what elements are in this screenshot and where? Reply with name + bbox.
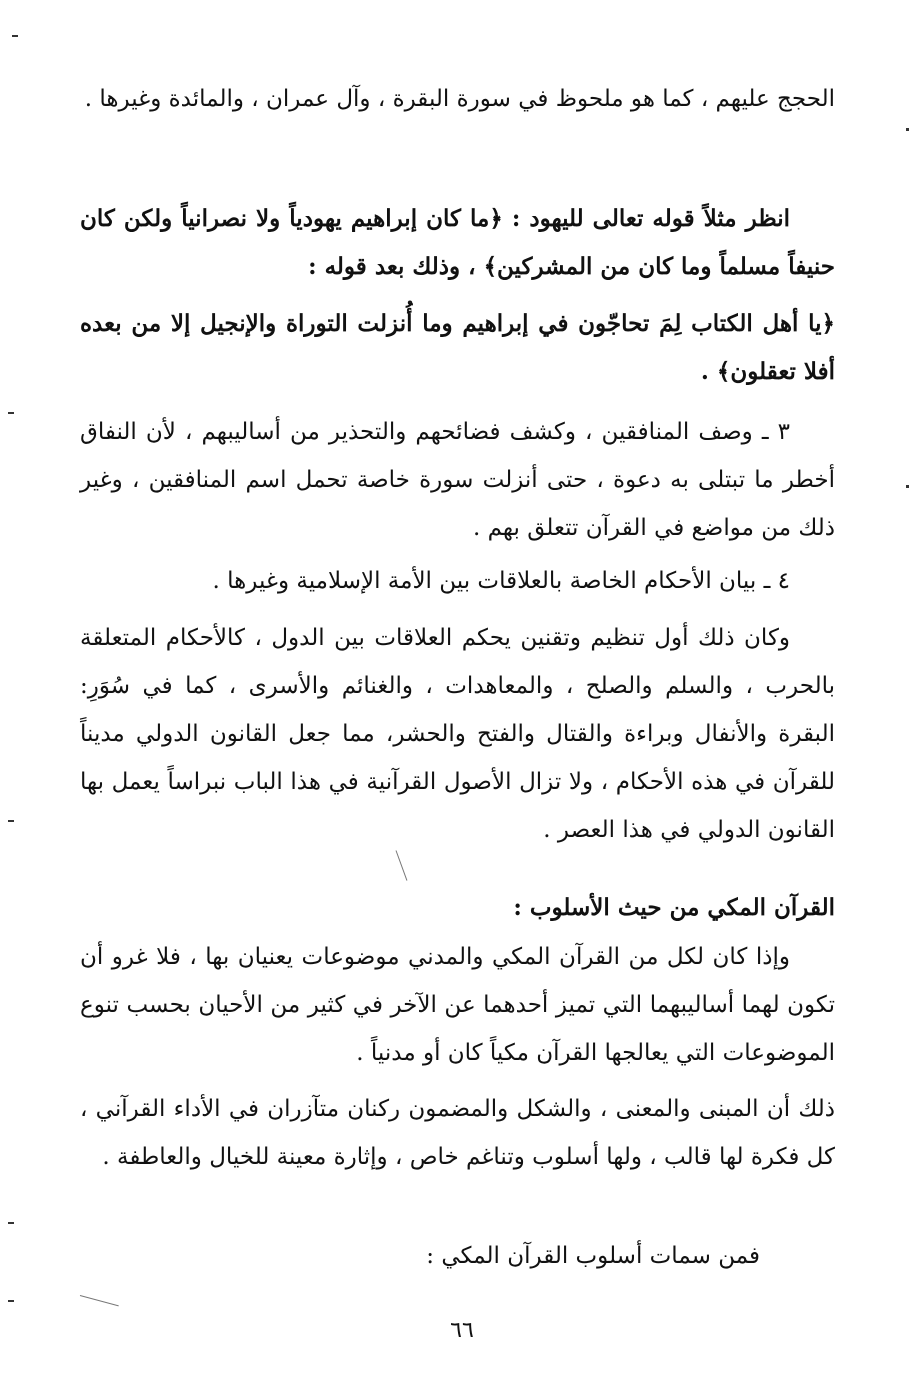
page-number: ٦٦	[450, 1318, 474, 1343]
scan-stroke	[396, 850, 408, 880]
scan-mark	[906, 485, 909, 488]
paragraph-point-3: ٣ ـ وصف المنافقين ، وكشف فضائحهم والتحذير من أساليبهم ، لأن النفاق أخطر ما تبتلى به دعوة ، حتى أنزلت سورة خاصة تحمل اسم المنافقين ، وغير ذلك من مواضع في القرآن تتعلق بهم .	[80, 419, 835, 541]
scan-mark	[906, 128, 909, 131]
paragraph-features-intro: فمن سمات أسلوب القرآن المكي :	[426, 1243, 760, 1269]
scan-mark	[8, 1222, 14, 1224]
scan-mark	[8, 1300, 14, 1302]
paragraph-quote-intro: انظر مثلاً قوله تعالى لليهود : ﴿ما كان إبراهيم يهودياً ولا نصرانياً ولكن كان حنيفاً مسلماً وما كان من المشركين﴾ ، وذلك بعد قوله :	[80, 205, 835, 280]
scan-mark	[8, 412, 14, 414]
paragraph-point-4: ٤ ـ بيان الأحكام الخاصة بالعلاقات بين الأمة الإسلامية وغيرها .	[212, 568, 790, 594]
paragraph-verse: ﴿يا أهل الكتاب لِمَ تحاجّون في إبراهيم وما أُنزلت التوراة والإنجيل إلا من بعده أفلا تعقلون﴾ .	[80, 310, 835, 385]
paragraph-form-content: ذلك أن المبنى والمعنى ، والشكل والمضمون ركنان متآزران في الأداء القرآني ، كل فكرة لها قالب ، ولها أسلوب وتناغم خاص ، وإثارة معينة للخيال والعاطفة .	[80, 1096, 835, 1170]
paragraph-international-law: وكان ذلك أول تنظيم وتقنين يحكم العلاقات بين الدول ، كالأحكام المتعلقة بالحرب ، والسلم والصلح ، والمعاهدات ، والغنائم والأسرى ، كما في سُوَرِ: البقرة والأنفال وبراءة والقتال والفتح والحشر، مما جعل القانون الدولي مديناً للقرآن في هذه الأحكام ، ولا تزال الأصول القرآنية في هذا الباب نبراساً يعمل بها القانون الدولي في هذا العصر .	[80, 625, 835, 843]
scan-stroke	[80, 1295, 119, 1306]
section-heading: القرآن المكي من حيث الأسلوب :	[513, 894, 835, 921]
paragraph-continuation: الحجج عليهم ، كما هو ملحوظ في سورة البقرة ، وآل عمران ، والمائدة وغيرها .	[84, 86, 835, 112]
paragraph-makki-style: وإذا كان لكل من القرآن المكي والمدني موضوعات يعنيان بها ، فلا غرو أن تكون لهما أساليبهما التي تميز أحدهما عن الآخر في كثير من الأحيان بحسب تنوع الموضوعات التي يعالجها القرآن مكياً كان أو مدنياً .	[80, 944, 835, 1066]
scan-mark	[12, 35, 18, 37]
scan-mark	[8, 820, 14, 822]
